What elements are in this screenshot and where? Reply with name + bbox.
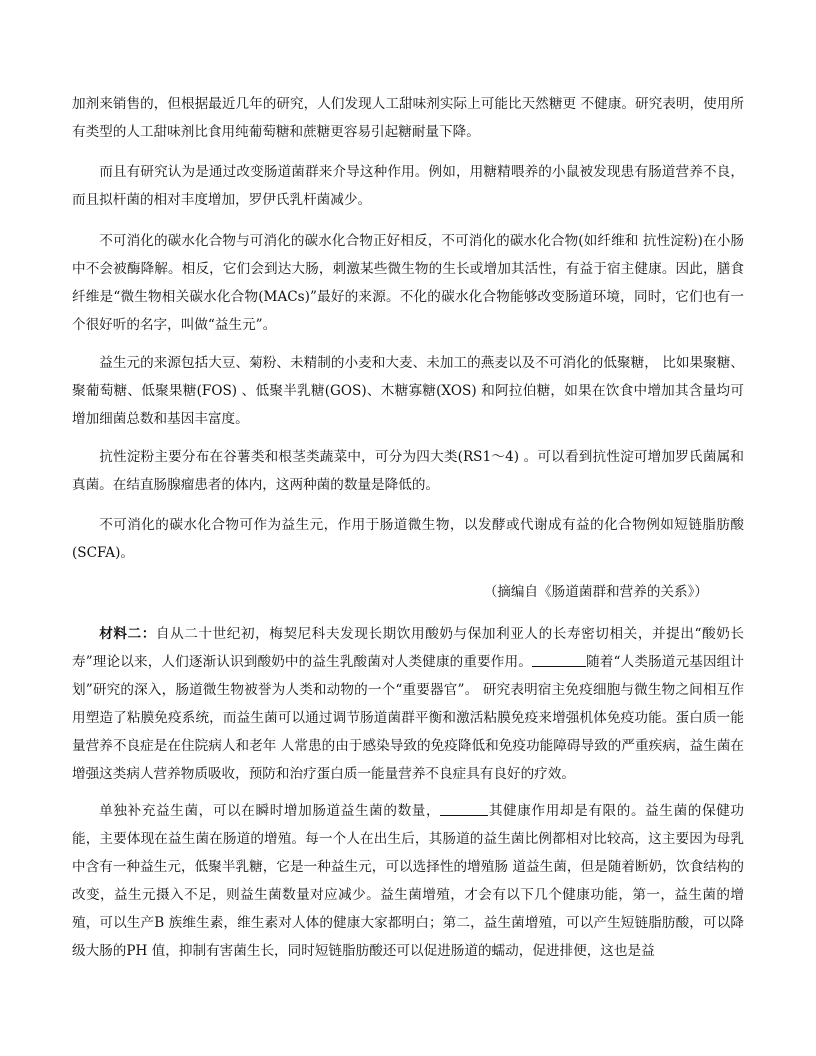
fill-blank-1 (532, 652, 586, 667)
material-two-paragraph (72, 620, 744, 788)
paragraph-2: 而且有研究认为是通过改变肠道菌群来介导这种作用。例如，用糖精喂养的小鼠被发现患有肠道营养不良，而且拟杆菌的相对丰度增加，罗伊氏乳杆菌减少。 (72, 164, 744, 208)
material-two-text-b: 随着“人类肠道元基因组计划”研究的深入，肠道微生物被誉为人类和动物的一个“重要器官”。 研究表明宿主免疫细胞与微生物之间相互作用塑造了粘膜免疫系统，而益生菌可以通过调节肠道菌群平衡和激活粘膜免疫来增强机体免疫功能。蛋白质一能量营养不良症是在住院病人和老年 人常患的由于感染导致的免疫降低和免疫功能障碍导致的严重疾病，益生菌在增强这类病人营养物质吸收，预防和治疗蛋白质一能量营养不良症具有良好的疗效。 (72, 654, 744, 782)
paragraph-5: 抗性淀粉主要分布在谷薯类和根茎类蔬菜中，可分为四大类(RS1～4) 。可以看到抗性淀可增加罗氏菌属和真菌。在结直肠腺瘤患者的体内，这两种菌的数量是降低的。 (72, 449, 744, 493)
paragraph-1: 加剂来销售的，但根据最近几年的研究，人们发现人工甜味剂实际上可能比天然糖更 不健康。研究表明，使用所有类型的人工甜味剂比食用纯葡萄糖和蔗糖更容易引起糖耐量下降。 (72, 96, 744, 140)
material-two-label: 材料二： (99, 626, 156, 642)
last-paragraph-text-a: 单独补充益生菌，可以在瞬时增加肠道益生菌的数量， (99, 803, 441, 819)
material-two-text-a: 自从二十世纪初，梅契尼科夫发现长期饮用酸奶与保加利亚人的长寿密切相关，并提出“酸奶长寿”理论以来，人们逐渐认识到酸奶中的益生乳酸菌对人类健康的重要作用。 (72, 626, 744, 670)
paragraph-4: 益生元的来源包括大豆、菊粉、未精制的小麦和大麦、未加工的燕麦以及不可消化的低聚糖， 比如果聚糖、聚葡萄糖、低聚果糖(FOS) 、低聚半乳糖(GOS)、木糖寡糖(XOS) 和阿拉伯糖，如果在饮食中增加其含量均可增加细菌总数和基因丰富度。 (72, 355, 744, 427)
paragraph-3: 不可消化的碳水化合物与可消化的碳水化合物正好相反，不可消化的碳水化合物(如纤维和 抗性淀粉)在小肠中不会被酶降解。相反，它们会到达大肠，刺激某些微生物的生长或增加其活性，有益于宿主健康。因此，膳食纤维是“微生物相关碳水化合物(MACs)”最好的来源。不化的碳水化合物能够改变肠道环境，同时，它们也有一个很好听的名字，叫做“益生元”。 (72, 233, 744, 333)
fill-blank-2 (440, 801, 488, 816)
last-paragraph (72, 797, 744, 965)
paragraph-6: 不可消化的碳水化合物可作为益生元，作用于肠道微生物，以发酵或代谢成有益的化合物例如短链脂肪酸(SCFA)。 (72, 517, 744, 561)
last-paragraph-text-b: 其健康作用却是有限的。益生菌的保健功能，主要体现在益生菌在肠道的增殖。每一个人在出生后，其肠道的益生菌比例都相对比较高，这主要因为母乳中含有一种益生元，低聚半乳糖，它是一种益生元，可以选择性的增殖肠 道益生菌，但是随着断奶，饮食结构的改变，益生元摄入不足，则益生菌数量对应减少。益生菌增殖，才会有以下几个健康功能，第一，益生菌的增殖，可以生产B 族维生素，维生素对人体的健康大家都明白；第二，益生菌增殖，可以产生短链脂肪酸，可以降级大肠的PH 值，抑制有害菌生长，同时短链脂肪酸还可以促进肠道的蠕动，促进排便，这也是益 (72, 803, 745, 959)
citation: （摘编自《肠道菌群和营养的关系》） (483, 584, 708, 600)
